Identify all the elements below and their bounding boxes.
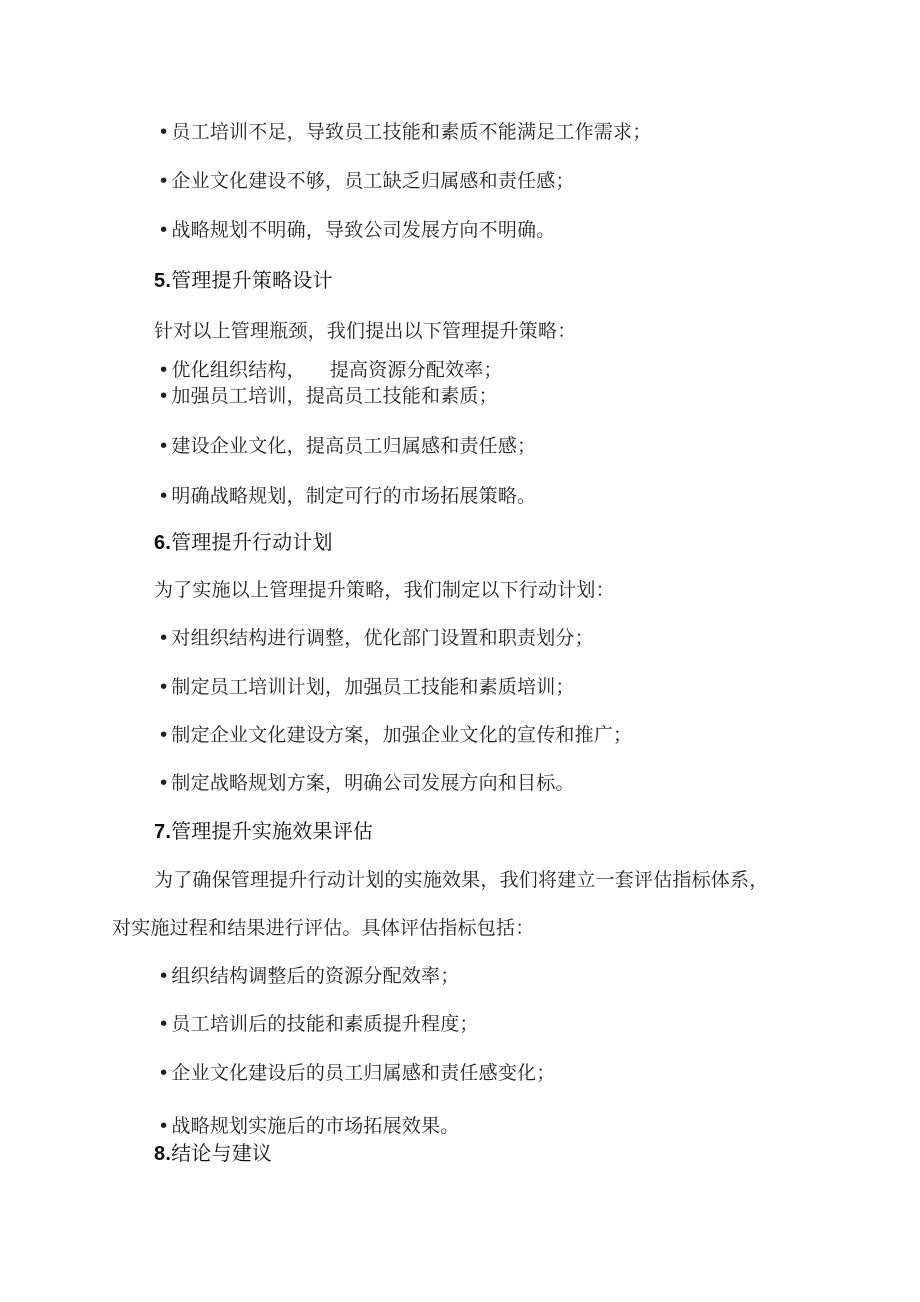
bullet-icon: •	[158, 1013, 170, 1035]
bullet-icon: •	[158, 627, 170, 649]
list-item: • 制定员工培训计划，加强员工技能和素质培训；	[158, 676, 575, 698]
list-item: • 组织结构调整后的资源分配效率；	[158, 965, 460, 987]
list-item: • 员工培训后的技能和素质提升程度；	[158, 1013, 479, 1035]
list-item: • 企业文化建设不够，员工缺乏归属感和责任感；	[158, 170, 575, 192]
section-intro-continued: 对实施过程和结果进行评估。具体评估指标包括：	[112, 917, 535, 939]
list-item: • 对组织结构进行调整，优化部门设置和职责划分；	[158, 627, 594, 649]
bullet-icon: •	[158, 170, 170, 192]
bullet-icon: •	[158, 965, 170, 987]
bullet-icon: •	[158, 724, 170, 746]
list-item: • 员工培训不足，导致员工技能和素质不能满足工作需求；	[158, 121, 652, 143]
bullet-icon: •	[158, 485, 170, 507]
list-item: • 加强员工培训，提高员工技能和素质；	[158, 385, 498, 407]
list-item: • 战略规划实施后的市场拓展效果。	[158, 1115, 460, 1137]
list-item: • 建设企业文化，提高员工归属感和责任感；	[158, 435, 537, 457]
bullet-icon: •	[158, 435, 170, 457]
bullet-icon: •	[158, 219, 170, 241]
section-intro: 针对以上管理瓶颈，我们提出以下管理提升策略：	[154, 320, 577, 342]
bullet-icon: •	[158, 1115, 170, 1137]
section-intro: 为了确保管理提升行动计划的实施效果，我们将建立一套评估指标体系，	[154, 869, 769, 891]
list-item: • 优化组织结构， 提高资源分配效率；	[158, 359, 503, 381]
list-item: • 制定企业文化建设方案，加强企业文化的宣传和推广；	[158, 724, 633, 746]
bullet-icon: •	[158, 772, 170, 794]
bullet-icon: •	[158, 385, 170, 407]
list-item: • 制定战略规划方案，明确公司发展方向和目标。	[158, 772, 575, 794]
section-heading-8: 8.结论与建议	[154, 1141, 273, 1165]
list-item: • 企业文化建设后的员工归属感和责任感变化；	[158, 1062, 556, 1084]
list-item: • 战略规划不明确，导致公司发展方向不明确。	[158, 219, 556, 241]
section-heading-6: 6.管理提升行动计划	[154, 530, 333, 554]
section-intro: 为了实施以上管理提升策略，我们制定以下行动计划：	[154, 579, 615, 601]
bullet-icon: •	[158, 1062, 170, 1084]
bullet-icon: •	[158, 676, 170, 698]
section-heading-5: 5.管理提升策略设计	[154, 268, 333, 292]
list-item: • 明确战略规划，制定可行的市场拓展策略。	[158, 485, 537, 507]
section-heading-7: 7.管理提升实施效果评估	[154, 819, 374, 843]
bullet-icon: •	[158, 121, 170, 143]
bullet-icon: •	[158, 359, 170, 381]
